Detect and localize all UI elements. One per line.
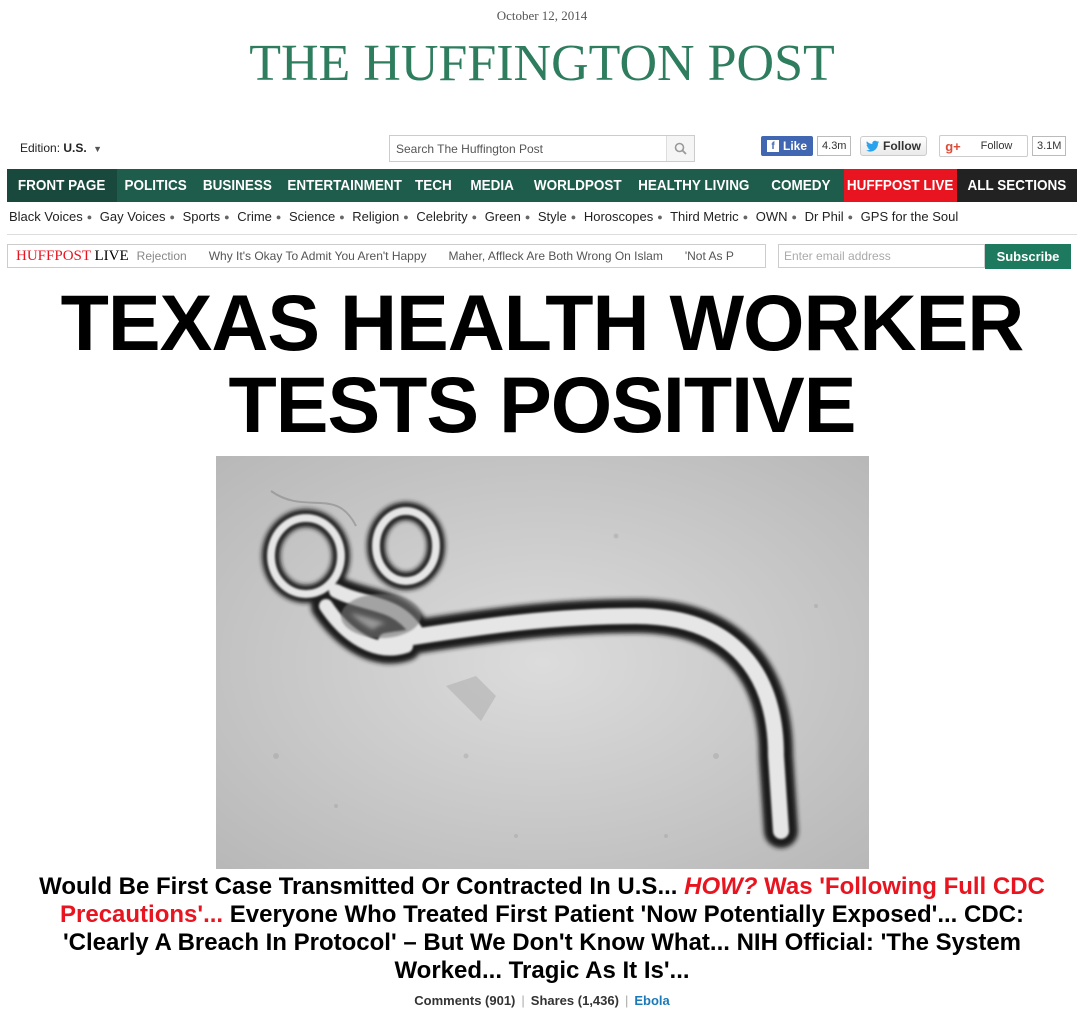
- nav-label: POLITICS: [124, 177, 187, 194]
- ticker-item[interactable]: Why It's Okay To Admit You Aren't Happy: [208, 249, 427, 263]
- search-button[interactable]: [666, 136, 694, 161]
- subnav-science[interactable]: Science: [288, 209, 336, 224]
- virus-micrograph-image: [216, 456, 869, 869]
- subnav-black-voices[interactable]: Black Voices: [9, 209, 83, 224]
- nav-politics[interactable]: [117, 169, 194, 202]
- nav-label: ALL SECTIONS: [967, 177, 1067, 194]
- nav-label: MEDIA: [470, 177, 514, 194]
- subhead-highlight-text: Was 'Following Full CDC Precautions'...: [60, 873, 1045, 928]
- subnav-celebrity[interactable]: Celebrity: [416, 209, 468, 224]
- nav-all-sections[interactable]: [957, 169, 1077, 202]
- nav-label: ENTERTAINMENT: [287, 177, 402, 194]
- headline-line-2: TESTS POSITIVE: [228, 360, 856, 449]
- googleplus-icon: g+: [945, 138, 961, 154]
- facebook-like-button[interactable]: [761, 136, 813, 156]
- huffpost-wordmark: HUFFPOST: [16, 247, 91, 264]
- nav-label: FRONT PAGE: [18, 177, 106, 194]
- googleplus-follow-button[interactable]: [939, 135, 1028, 157]
- subhead-highlight-italic: HOW?: [684, 873, 758, 900]
- googleplus-follow-count: 3.1M: [1032, 136, 1066, 156]
- comments-link[interactable]: Comments (901): [414, 993, 516, 1008]
- ebola-virus-photo[interactable]: [216, 456, 869, 869]
- subnav-dr-phil[interactable]: Dr Phil: [804, 209, 844, 224]
- search-icon: [674, 142, 687, 155]
- story-meta: Comments (901) | Shares (1,436) | Ebola: [414, 993, 670, 1008]
- nav-huffpost-live[interactable]: [844, 169, 957, 202]
- subnav-green[interactable]: Green: [484, 209, 521, 224]
- divider: [7, 234, 1077, 235]
- ticker-item[interactable]: 'Not As P: [684, 249, 734, 263]
- search-input[interactable]: [390, 136, 666, 161]
- main-headline[interactable]: [0, 278, 1084, 449]
- nav-label: WORLDPOST: [534, 177, 622, 194]
- subnav-own[interactable]: OWN: [755, 209, 788, 224]
- subnav-crime[interactable]: Crime: [237, 209, 272, 224]
- nav-tech[interactable]: [408, 169, 458, 202]
- main-nav: [7, 169, 1077, 202]
- subnav-gps-for-the-soul[interactable]: GPS for the Soul: [860, 209, 959, 224]
- story-subheadline[interactable]: [20, 873, 1064, 985]
- edition-value: U.S.: [63, 141, 87, 155]
- subhead-text-2: Everyone Who Treated First Patient 'Now Potentially Exposed'... CDC: 'Clearly A Breach In Protocol' – But We Don't Know What... NIH Official: 'The System Worked... Tragic As It Is'...: [62, 901, 1024, 984]
- subhead-text-1: Would Be First Case Transmitted Or Contracted In U.S...: [39, 873, 685, 900]
- facebook-like: [761, 135, 851, 157]
- edition-label: Edition:: [20, 141, 61, 155]
- nav-business[interactable]: [194, 169, 281, 202]
- ticker-item[interactable]: Rejection: [136, 249, 187, 263]
- nav-media[interactable]: [458, 169, 526, 202]
- facebook-like-label: Like: [783, 139, 808, 153]
- headline-line-1: TEXAS HEALTH WORKER: [60, 278, 1024, 367]
- subnav-third-metric[interactable]: Third Metric: [670, 209, 739, 224]
- twitter-follow: [860, 135, 927, 157]
- googleplus-follow: [939, 135, 1066, 157]
- facebook-like-count: 4.3m: [817, 136, 851, 156]
- nav-front-page[interactable]: [7, 169, 117, 202]
- topic-tag-link[interactable]: Ebola: [634, 993, 670, 1008]
- nav-label: TECH: [414, 177, 452, 194]
- googleplus-follow-label: Follow: [980, 140, 1013, 152]
- live-wordmark: LIVE: [94, 247, 129, 264]
- search-box: [389, 135, 695, 162]
- subscribe-button[interactable]: Subscribe: [985, 244, 1071, 269]
- nav-label: COMEDY: [771, 177, 831, 194]
- twitter-bird-icon: [866, 140, 880, 152]
- nav-label: HEALTHY LIVING: [638, 177, 750, 194]
- nav-healthy-living[interactable]: [630, 169, 758, 202]
- subnav-style[interactable]: Style: [537, 209, 567, 224]
- newsletter-email-input[interactable]: [778, 244, 985, 268]
- subnav-gay-voices[interactable]: Gay Voices: [99, 209, 166, 224]
- facebook-icon: f: [767, 140, 779, 152]
- shares-link[interactable]: Shares (1,436): [530, 993, 619, 1008]
- nav-label: HUFFPOST LIVE: [847, 177, 954, 194]
- ticker-items: [137, 249, 752, 263]
- twitter-follow-label: Follow: [883, 139, 921, 153]
- huffpost-live-logo[interactable]: [8, 248, 137, 265]
- twitter-follow-button[interactable]: [860, 136, 927, 156]
- subnav-religion[interactable]: Religion: [352, 209, 400, 224]
- nav-label: BUSINESS: [202, 177, 273, 194]
- subnav-sports[interactable]: Sports: [182, 209, 221, 224]
- nav-comedy[interactable]: [758, 169, 844, 202]
- date: October 12, 2014: [496, 8, 588, 23]
- nav-entertainment[interactable]: [281, 169, 408, 202]
- subnav-horoscopes[interactable]: Horoscopes: [583, 209, 654, 224]
- ticker-item[interactable]: Maher, Affleck Are Both Wrong On Islam: [448, 249, 663, 263]
- sub-nav: Black Voices ● Gay Voices ● Sports ● Crime ● Science ● Religion ● Celebrity ● Green ● Style ● Horoscopes ● Third Metric ● OWN ● Dr Phil ● GPS for the Soul: [9, 209, 959, 224]
- edition-selector[interactable]: [20, 141, 102, 155]
- nav-worldpost[interactable]: [526, 169, 630, 202]
- chevron-down-icon: ▼: [93, 144, 102, 154]
- masthead-logo[interactable]: THE HUFFINGTON POST: [249, 35, 835, 92]
- huffpost-live-ticker: [7, 244, 766, 268]
